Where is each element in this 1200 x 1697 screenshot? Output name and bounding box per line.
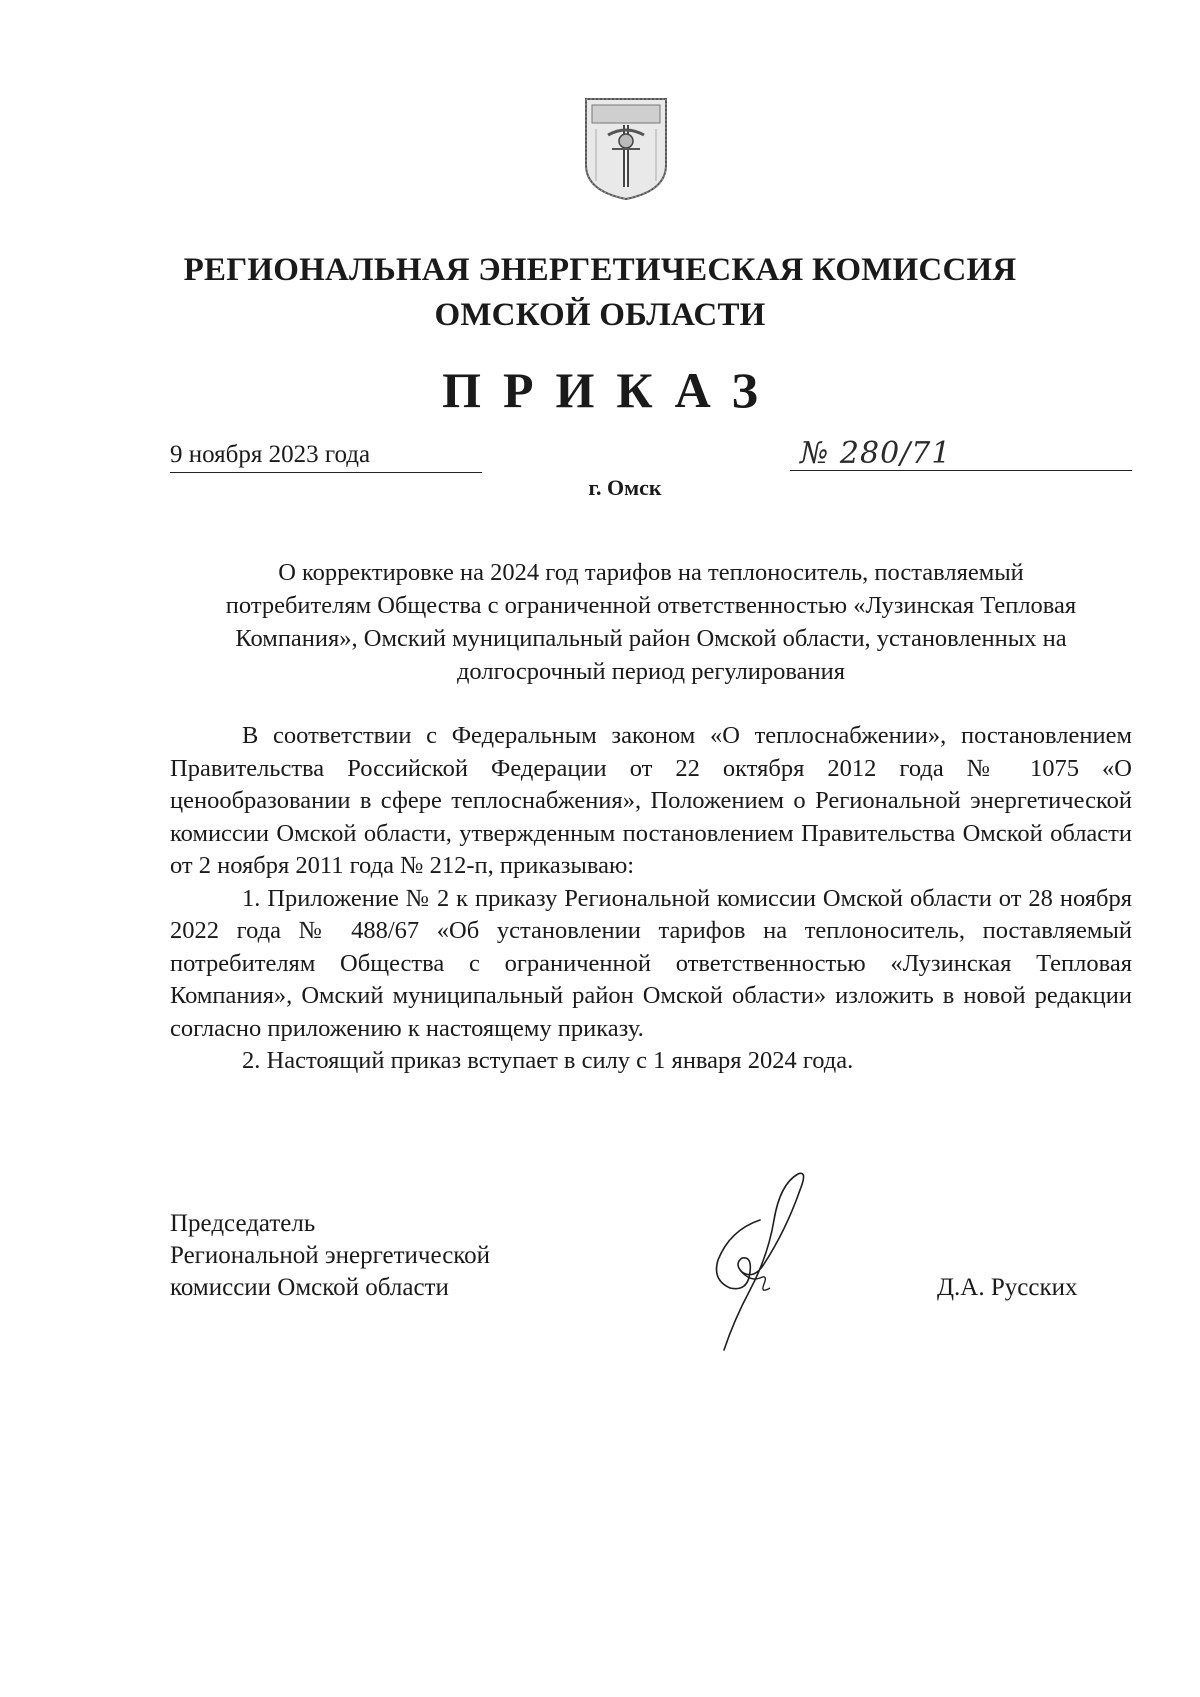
document-subject [170,556,1132,688]
issue-city: г. Омск [588,475,662,500]
body-paragraph-preamble: В соответствии с Федеральным законом «О теплоснабжении», постановлением Правительства Российской Федерации от 22 октября 2012 года № 1075 «О ценообразовании в сфере теплоснабжения», Положением о Региональной энергетической комиссии Омской области, утвержденным постановлением Правительства Омской области от 2 ноября 2011 года № 212-п, приказываю: [170,722,1132,879]
coat-of-arms-icon [582,95,670,203]
subject-line: Компания», Омский муниципальный район Омской области, установленных на [235,625,1067,652]
signer-position-line: Председатель [170,1210,316,1237]
handwritten-signature [690,1160,850,1360]
document-number: № 280/71 [800,436,952,471]
subject-line: потребителям Общества с ограниченной ответственностью «Лузинская Тепловая [225,592,1077,619]
body-paragraph-item-1: 1. Приложение № 2 к приказу Региональной комиссии Омской области от 28 ноября 2022 года № 488/67 «Об установлении тарифов на теплоноситель, поставляемый потребителям Общества с ограниченной ответственностью «Лузинская Тепловая Компания», Омский муниципальный район Омской области» изложить в новой редакции согласно приложению к настоящему приказу. [170,884,1132,1042]
subject-line: О корректировке на 2024 год тарифов на теплоноситель, поставляемый [278,559,1024,586]
body-paragraph-item-2: 2. Настоящий приказ вступает в силу с 1 января 2024 года. [242,1047,854,1074]
document-type-title: ПРИКАЗ [442,362,780,418]
issuer-name-line2: ОМСКОЙ ОБЛАСТИ [434,297,766,333]
document-body [170,720,1132,1078]
signer-position [170,1208,490,1304]
signer-name: Д.А. Русских [937,1274,1078,1301]
signer-position-line: Региональной энергетической [170,1242,491,1269]
subject-line: долгосрочный период регулирования [456,658,846,685]
signer-position-line: комиссии Омской области [170,1274,449,1301]
issuer-name-line1: РЕГИОНАЛЬНАЯ ЭНЕРГЕТИЧЕСКАЯ КОМИССИЯ [183,252,1017,288]
document-date: 9 ноября 2023 года [170,440,482,473]
